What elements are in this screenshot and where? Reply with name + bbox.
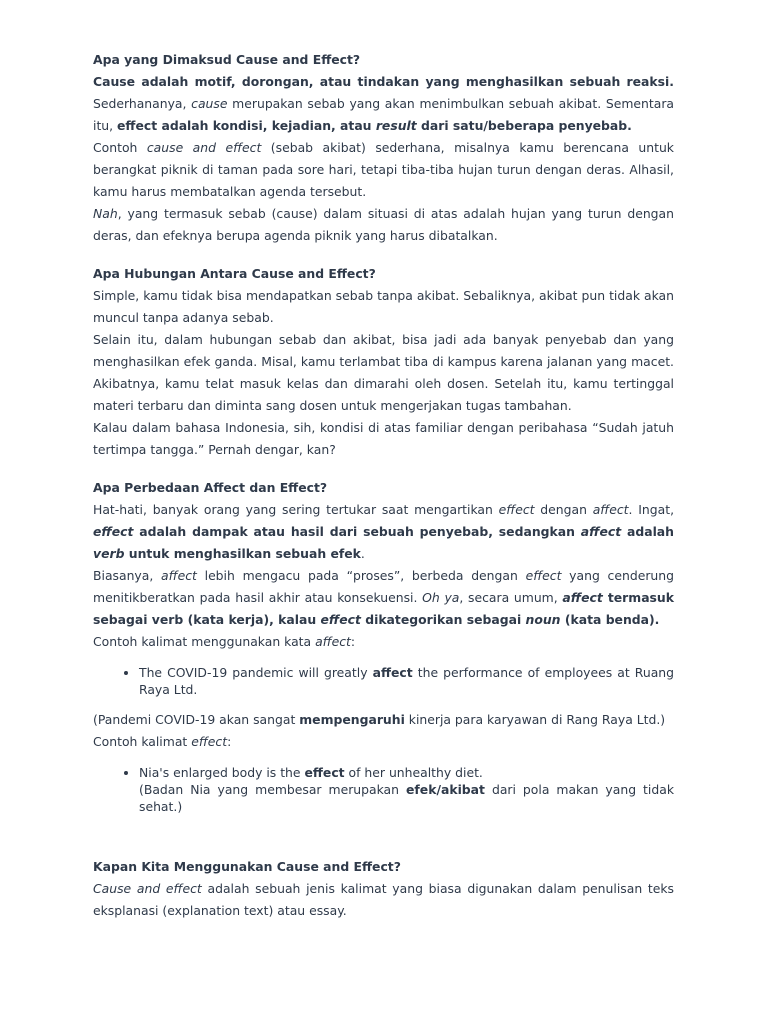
text-run: affect bbox=[161, 568, 197, 583]
text-run: Contoh kalimat menggunakan kata bbox=[93, 634, 316, 649]
text-run: : bbox=[350, 634, 356, 649]
text-run: verb bbox=[93, 546, 125, 561]
section-heading: Apa Perbedaan Affect dan Effect? bbox=[93, 480, 328, 495]
text-run: adalah sebuah jenis kalimat yang biasa digunakan dalam penulisan teks eksplanasi (explanation text) atau essay. bbox=[93, 881, 674, 918]
text-run: Nah bbox=[93, 206, 118, 221]
text-run: Contoh bbox=[93, 140, 147, 155]
article-body bbox=[93, 49, 674, 922]
text-run: . Ingat, bbox=[628, 502, 675, 517]
text-run: Hat-hati, banyak orang yang sering tertukar saat mengartikan bbox=[93, 502, 499, 517]
text-run: effect bbox=[498, 502, 535, 517]
text-run: the performance of employees at Ruang Raya Ltd. bbox=[139, 665, 675, 697]
text-run: dari pola makan yang tidak sehat.) bbox=[139, 782, 674, 814]
paragraph bbox=[93, 137, 674, 203]
paragraph bbox=[93, 709, 674, 731]
text-run: Cause adalah motif, dorongan, atau tindakan yang menghasilkan sebuah reaksi. bbox=[93, 74, 674, 89]
text-run: : bbox=[227, 734, 232, 749]
paragraph bbox=[93, 203, 674, 247]
text-run: cause and effect bbox=[146, 140, 262, 155]
text-run: termasuk sebagai verb (kata kerja), kalau bbox=[93, 590, 674, 627]
text-run: effect bbox=[93, 524, 134, 539]
spacer bbox=[93, 247, 674, 263]
text-run: dikategorikan sebagai bbox=[360, 612, 526, 627]
spacer bbox=[93, 461, 674, 477]
paragraph bbox=[93, 631, 674, 653]
text-run: The COVID-19 pandemic will greatly bbox=[139, 665, 373, 680]
text-run: Cause and effect bbox=[93, 881, 202, 896]
bullet-list bbox=[93, 664, 674, 698]
text-run: effect bbox=[191, 734, 228, 749]
text-run: result bbox=[375, 118, 417, 133]
text-run: noun bbox=[525, 612, 561, 627]
list-item bbox=[139, 664, 674, 698]
text-run: adalah dampak atau hasil dari sebuah penyebab, sedangkan bbox=[133, 524, 581, 539]
text-run: Oh ya bbox=[422, 590, 460, 605]
text-run: effect bbox=[304, 765, 345, 780]
text-run: . bbox=[360, 546, 365, 561]
paragraph: Simple, kamu tidak bisa mendapatkan sebab tanpa akibat. Sebaliknya, akibat pun tidak akan muncul tanpa adanya sebab. bbox=[93, 288, 674, 325]
text-run: adalah bbox=[621, 524, 674, 539]
spacer bbox=[93, 826, 674, 856]
text-run: affect bbox=[562, 590, 603, 605]
text-run: effect bbox=[320, 612, 361, 627]
text-run: affect bbox=[580, 524, 622, 539]
text-run: Nia's enlarged body is the bbox=[139, 765, 305, 780]
text-run: Sederhananya, bbox=[93, 96, 192, 111]
paragraph: Selain itu, dalam hubungan sebab dan akibat, bisa jadi ada banyak penyebab dan yang menghasilkan efek ganda. Misal, kamu terlambat tiba di kampus karena jalanan yang macet. Akibatnya, kamu telat masuk kelas dan dimarahi oleh dosen. Setelah itu, kamu tertinggal materi terbaru dan diminta sang dosen untuk mengerjakan tugas tambahan. bbox=[93, 332, 674, 413]
paragraph bbox=[93, 731, 674, 753]
text-run: affect bbox=[372, 665, 413, 680]
text-run: untuk menghasilkan sebuah efek bbox=[124, 546, 361, 561]
text-run: effect bbox=[525, 568, 562, 583]
list-item bbox=[139, 764, 674, 815]
text-run: effect adalah kondisi, kejadian, atau bbox=[117, 118, 376, 133]
text-run: dengan bbox=[534, 502, 593, 517]
section-heading: Apa Hubungan Antara Cause and Effect? bbox=[93, 266, 376, 281]
text-run: lebih mengacu pada “proses”, berbeda dengan bbox=[196, 568, 526, 583]
text-run: cause bbox=[191, 96, 228, 111]
text-run: yang cenderung menitikberatkan pada hasil akhir atau konsekuensi. bbox=[93, 568, 675, 605]
text-run: Biasanya, bbox=[93, 568, 162, 583]
paragraph bbox=[93, 878, 674, 922]
paragraph bbox=[93, 565, 674, 631]
text-run: of her unhealthy diet. bbox=[344, 765, 483, 780]
text-run: kinerja para karyawan di Rang Raya Ltd.) bbox=[404, 712, 666, 727]
text-run: Contoh kalimat bbox=[93, 734, 192, 749]
paragraph: Kalau dalam bahasa Indonesia, sih, kondisi di atas familiar dengan peribahasa “Sudah jatuh tertimpa tangga.” Pernah dengar, kan? bbox=[93, 420, 674, 457]
text-run: (kata benda). bbox=[560, 612, 660, 627]
text-run: (sebab akibat) sederhana, misalnya kamu berencana untuk berangkat piknik di taman pada sore hari, tetapi tiba-tiba hujan turun dengan deras. Alhasil, kamu harus membatalkan agenda tersebut. bbox=[93, 140, 674, 199]
text-run: , secara umum, bbox=[459, 590, 563, 605]
paragraph bbox=[93, 71, 674, 137]
text-run: mempengaruhi bbox=[299, 712, 405, 727]
section-heading: Kapan Kita Menggunakan Cause and Effect? bbox=[93, 859, 401, 874]
text-run: efek/akibat bbox=[406, 782, 485, 797]
paragraph bbox=[93, 499, 674, 565]
text-run: dari satu/beberapa penyebab. bbox=[416, 118, 632, 133]
section-heading: Apa yang Dimaksud Cause and Effect? bbox=[93, 52, 361, 67]
text-run: (Pandemi COVID-19 akan sangat bbox=[93, 712, 300, 727]
text-run: (Badan Nia yang membesar merupakan bbox=[139, 782, 406, 797]
text-run: , yang termasuk sebab (cause) dalam situasi di atas adalah hujan yang turun dengan deras, dan efeknya berupa agenda piknik yang harus dibatalkan. bbox=[93, 206, 674, 243]
text-run: affect bbox=[592, 502, 629, 517]
bullet-list bbox=[93, 764, 674, 815]
text-run: affect bbox=[315, 634, 351, 649]
text-run: merupakan sebab yang akan menimbulkan sebuah akibat. Sementara itu, bbox=[93, 96, 675, 133]
